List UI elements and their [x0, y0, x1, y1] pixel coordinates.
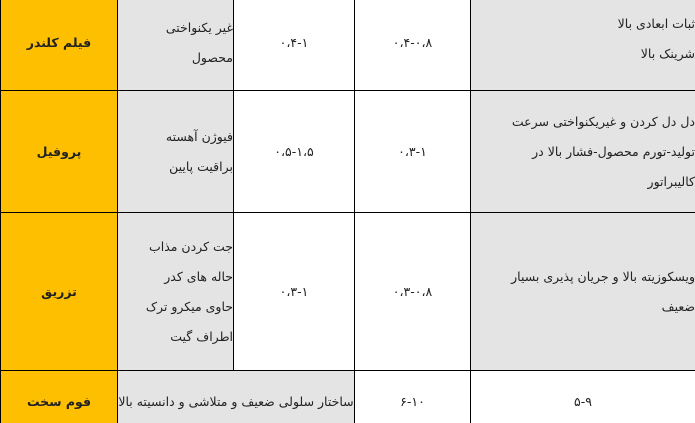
- table-row: [1, 91, 695, 213]
- text-line: حاله های کدر: [164, 268, 233, 284]
- text-line: حاوی میکرو ترک: [145, 298, 233, 314]
- text-line: براقیت پایین: [169, 158, 233, 174]
- description-cell: ساختار سلولی ضعیف و متلاشی و دانسیته بالا: [118, 371, 355, 423]
- text-line: ضعیف: [661, 298, 695, 314]
- disadvantages-cell: [118, 91, 234, 213]
- process-name: فیلم کلندر: [1, 0, 118, 91]
- value-cell: ۰،۳-۱: [234, 213, 355, 371]
- value-cell: ۰،۳-۰،۸: [355, 213, 471, 371]
- text-line: محصول: [191, 49, 233, 65]
- value-cell: ۰،۳-۱: [355, 91, 471, 213]
- text-line: فیوژن آهسته: [165, 128, 233, 144]
- properties-cell: [471, 91, 695, 213]
- text-line: ویسکوزیته بالا و جریان پذیری بسیار: [511, 268, 695, 284]
- disadvantages-cell: [118, 0, 234, 91]
- table-row: [1, 371, 695, 423]
- process-name: فوم سخت: [1, 371, 118, 423]
- process-name: تزریق: [1, 213, 118, 371]
- text-line: اطراف گیت: [170, 328, 233, 344]
- text-line: کالیبراتور: [647, 173, 695, 189]
- text-line: جت کردن مذاب: [148, 238, 233, 254]
- text-line: دل دل کردن و غیریکنواختی سرعت: [511, 113, 695, 129]
- text-line: شرینک بالا: [640, 45, 695, 61]
- properties-cell: [471, 213, 695, 371]
- table-row: [1, 0, 695, 91]
- table-row: [1, 213, 695, 371]
- text-line: ثبات ابعادی بالا: [617, 15, 695, 31]
- disadvantages-cell: [118, 213, 234, 371]
- text-line: تولید-تورم محصول-فشار بالا در: [532, 143, 695, 159]
- value-cell: ۰،۵-۱،۵: [234, 91, 355, 213]
- text-line: غیر یکنواختی: [165, 19, 233, 35]
- value-cell: ۶-۱۰: [355, 371, 471, 423]
- properties-cell: [471, 0, 695, 91]
- value-cell: ۰،۴-۰،۸: [355, 0, 471, 91]
- value-cell: ۰،۴-۱: [234, 0, 355, 91]
- process-name: پروفیل: [1, 91, 118, 213]
- value-cell: ۵-۹: [471, 371, 695, 423]
